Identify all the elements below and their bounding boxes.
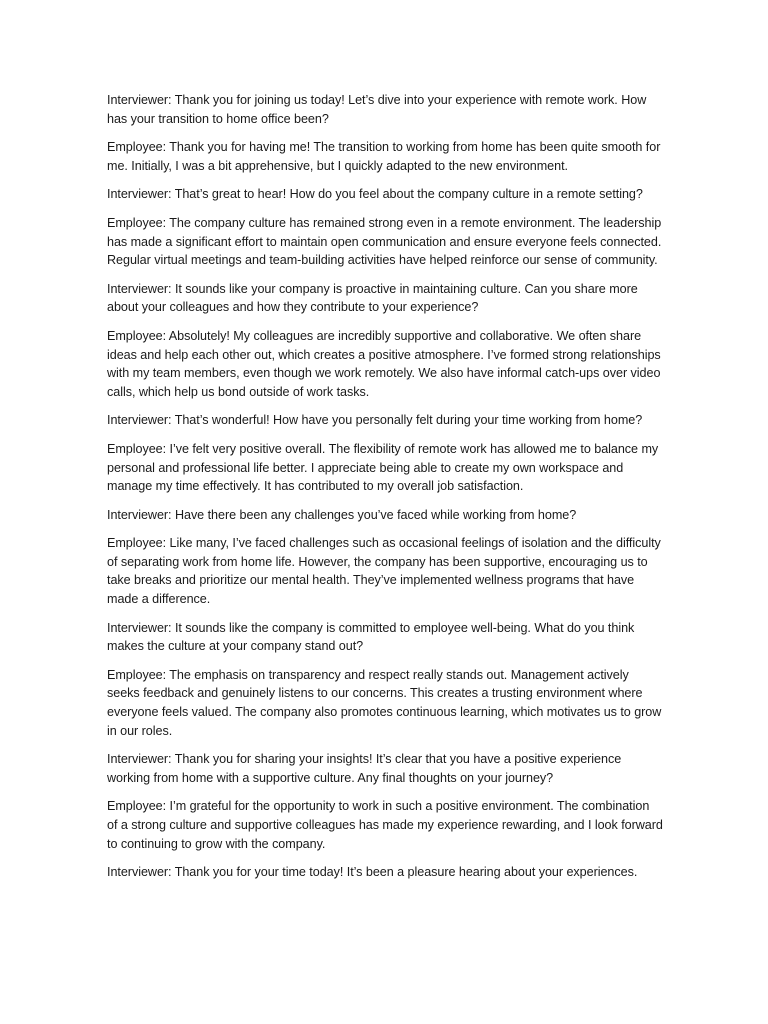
paragraph-interviewer: Interviewer: It sounds like your company is proactive in maintaining culture. Can you share more about your colleagues and how they contribute to your experience? (107, 281, 638, 315)
paragraph-employee: Employee: I’m grateful for the opportunity to work in such a positive environment. The combination of a strong culture and supportive colleagues has made my experience rewarding, and I look forward to continuing to grow with the company. (107, 799, 663, 851)
paragraph-interviewer: Interviewer: That’s great to hear! How do you feel about the company culture in a remote setting? (107, 187, 643, 202)
paragraph-employee: Employee: I’ve felt very positive overall. The flexibility of remote work has allowed me to balance my personal and professional life better. I appreciate being able to create my own workspace and manage my time effectively. It has contributed to my overall job satisfaction. (107, 441, 659, 494)
document-body (107, 91, 663, 892)
paragraph-interviewer: Interviewer: Thank you for joining us today! Let’s dive into your experience with remote work. How has your transition to home office been? (107, 93, 647, 126)
paragraph-employee: Employee: Absolutely! My colleagues are incredibly supportive and collaborative. We often share ideas and help each other out, which creates a positive atmosphere. I’ve formed strong relationships with my team members, even though we work remotely. We also have informal catch-ups over video calls, which help us bond outside of work tasks. (107, 328, 661, 399)
paragraph-interviewer: Interviewer: Thank you for your time today! It’s been a pleasure hearing about your experiences. (107, 865, 638, 880)
paragraph-interviewer: Interviewer: It sounds like the company is committed to employee well-being. What do you think makes the culture at your company stand out? (107, 620, 635, 654)
paragraph-employee: Employee: Like many, I’ve faced challenges such as occasional feelings of isolation and the difficulty of separating work from home life. However, the company has been supportive, encouraging us to take breaks and prioritize our mental health. They’ve implemented wellness programs that have made a difference. (107, 536, 661, 607)
paragraph-interviewer: Interviewer: Thank you for sharing your insights! It’s clear that you have a positive experience working from home with a supportive culture. Any final thoughts on your journey? (107, 752, 622, 785)
paragraph-employee: Employee: Thank you for having me! The transition to working from home has been quite smooth for me. Initially, I was a bit apprehensive, but I quickly adapted to the new environment. (107, 140, 661, 173)
paragraph-interviewer: Interviewer: Have there been any challenges you’ve faced while working from home? (107, 507, 577, 522)
paragraph-employee: Employee: The emphasis on transparency and respect really stands out. Management actively seeks feedback and genuinely listens to our concerns. This creates a trusting environment where everyone feels valued. The company also promotes continuous learning, which motivates us to grow in our roles. (107, 667, 662, 738)
paragraph-employee: Employee: The company culture has remained strong even in a remote environment. The leadership has made a significant effort to maintain open communication and ensure everyone feels connected. Regular virtual meetings and team-building activities have helped reinforce our sense of community. (107, 215, 662, 268)
paragraph-interviewer: Interviewer: That’s wonderful! How have you personally felt during your time working from home? (107, 413, 643, 428)
